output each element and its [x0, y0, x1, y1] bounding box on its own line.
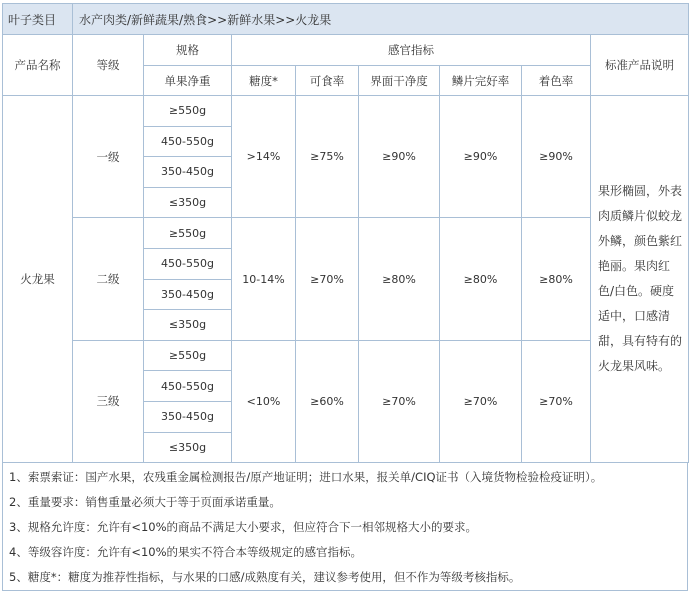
- weight-cell: ≥550g: [144, 96, 232, 127]
- header-sensory: 感官指标: [232, 35, 591, 66]
- edible-rate-cell: ≥60%: [296, 340, 359, 462]
- header-description: 标准产品说明: [591, 35, 689, 96]
- weight-cell: 450-550g: [144, 371, 232, 402]
- sugar-cell: 10-14%: [232, 218, 296, 340]
- header-scale-integrity: 鳞片完好率: [440, 66, 522, 96]
- weight-cell: ≥550g: [144, 218, 232, 249]
- category-path: 水产肉类/新鲜蔬果/熟食>>新鲜水果>>火龙果: [73, 4, 689, 35]
- weight-cell: ≤350g: [144, 432, 232, 463]
- category-row: [3, 4, 689, 35]
- header-sugar: 糖度*: [232, 66, 296, 96]
- table-row: [3, 218, 689, 249]
- header-color-rate: 着色率: [522, 66, 591, 96]
- table-row: [3, 96, 689, 127]
- grade-cell: 三级: [73, 340, 144, 462]
- edible-rate-cell: ≥70%: [296, 218, 359, 340]
- note-certificates: 1、索票索证：国产水果，农残重金属检测报告/原产地证明；进口水果，报关单/CIQ证书（入境货物检验检疫证明）。: [9, 470, 603, 485]
- cleanliness-cell: ≥80%: [359, 218, 440, 340]
- header-edible-rate: 可食率: [296, 66, 359, 96]
- sugar-cell: <10%: [232, 340, 296, 462]
- grade-cell: 一级: [73, 96, 144, 218]
- header-cleanliness: 界面干净度: [359, 66, 440, 96]
- weight-cell: 450-550g: [144, 126, 232, 157]
- notes-section: [2, 463, 688, 591]
- description-cell: 果形椭圆，外表肉质鳞片似蛟龙外鳞，颜色紫红艳丽。果肉红色/白色。硬度适中，口感清甜，具有特有的火龙果风味。: [591, 96, 689, 463]
- weight-cell: ≤350g: [144, 187, 232, 218]
- header-row-1: [3, 35, 689, 66]
- note-spec-tolerance: 3、规格允许度：允许有<10%的商品不满足大小要求，但应符合下一相邻规格大小的要求。: [9, 520, 478, 535]
- standards-document: [2, 3, 688, 588]
- note-sugar: 5、糖度*：糖度为推荐性指标，与水果的口感/成熟度有关，建议参考使用，但不作为等级考核指标。: [9, 570, 521, 585]
- standards-table: [2, 3, 689, 463]
- note-weight-requirement: 2、重量要求：销售重量必须大于等于页面承诺重量。: [9, 495, 281, 510]
- cleanliness-cell: ≥90%: [359, 96, 440, 218]
- grade-cell: 二级: [73, 218, 144, 340]
- scale-integrity-cell: ≥90%: [440, 96, 522, 218]
- header-spec: 规格: [144, 35, 232, 66]
- color-rate-cell: ≥80%: [522, 218, 591, 340]
- weight-cell: ≤350g: [144, 310, 232, 341]
- cleanliness-cell: ≥70%: [359, 340, 440, 462]
- header-grade: 等级: [73, 35, 144, 96]
- header-product-name: 产品名称: [3, 35, 73, 96]
- note-grade-tolerance: 4、等级容许度：允许有<10%的果实不符合本等级规定的感官指标。: [9, 545, 363, 560]
- sugar-cell: >14%: [232, 96, 296, 218]
- weight-cell: ≥550g: [144, 340, 232, 371]
- scale-integrity-cell: ≥70%: [440, 340, 522, 462]
- table-row: [3, 340, 689, 371]
- edible-rate-cell: ≥75%: [296, 96, 359, 218]
- category-label: 叶子类目: [3, 4, 73, 35]
- color-rate-cell: ≥90%: [522, 96, 591, 218]
- weight-cell: 450-550g: [144, 248, 232, 279]
- product-name-cell: 火龙果: [3, 96, 73, 463]
- weight-cell: 350-450g: [144, 401, 232, 432]
- header-net-weight: 单果净重: [144, 66, 232, 96]
- scale-integrity-cell: ≥80%: [440, 218, 522, 340]
- color-rate-cell: ≥70%: [522, 340, 591, 462]
- weight-cell: 350-450g: [144, 157, 232, 188]
- weight-cell: 350-450g: [144, 279, 232, 310]
